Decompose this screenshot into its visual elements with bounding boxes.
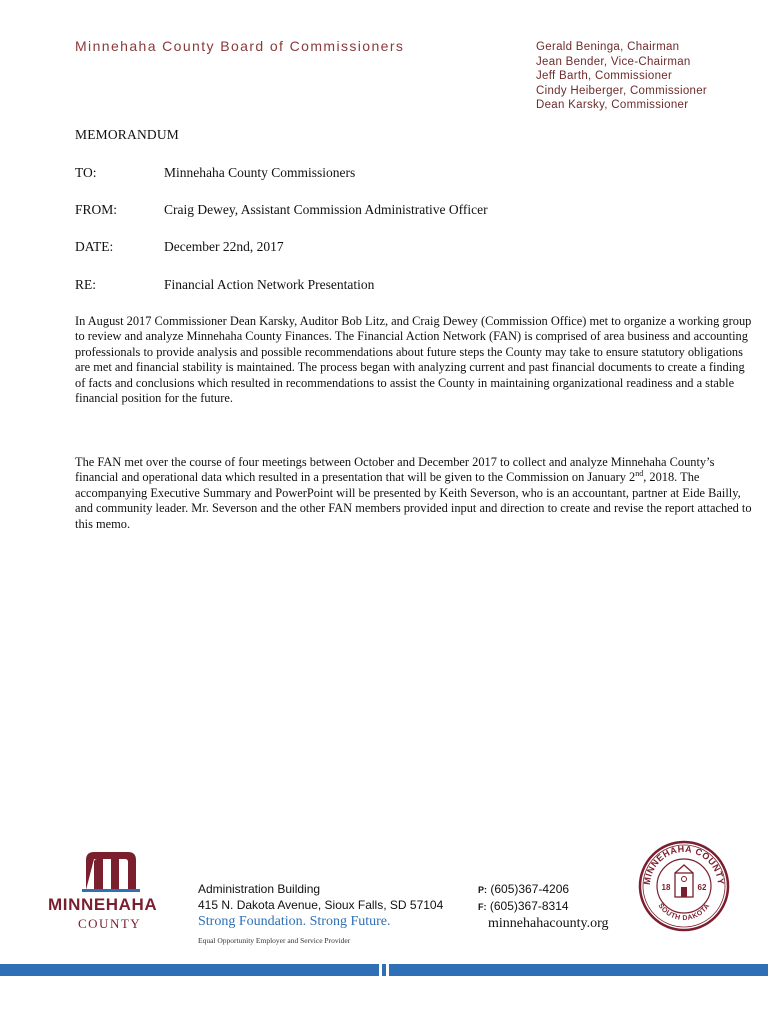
slogan: Strong Foundation. Strong Future. bbox=[198, 914, 391, 929]
para2-text-b: , 2018. The accompanying Executive Summary and PowerPoint will be presented by Keith Severson, who is an accountant, partner at Eide Bailly, and community leader. Mr. Severson and the other FAN members provided input and direction to create and revise the report attached to this memo. bbox=[75, 470, 752, 531]
re-value: Financial Action Network Presentation bbox=[164, 277, 375, 292]
seal-year-left: 18 bbox=[661, 883, 671, 892]
date-label: DATE: bbox=[75, 239, 114, 254]
seal-bottom-text: SOUTH DAKOTA bbox=[656, 902, 712, 923]
address-block bbox=[198, 881, 443, 913]
address-line-2: 415 N. Dakota Avenue, Sioux Falls, SD 57104 bbox=[198, 898, 444, 912]
phone-number: (605)367-4206 bbox=[490, 882, 570, 896]
fax-number: (605)367-8314 bbox=[489, 899, 569, 913]
org-title: Minnehaha County Board of Commissioners bbox=[75, 38, 405, 54]
address-line-1: Administration Building bbox=[198, 882, 321, 896]
footer-bar bbox=[0, 964, 768, 976]
seal-year-right: 62 bbox=[697, 883, 707, 892]
board-member: Jeff Barth, Commissioner bbox=[536, 70, 673, 82]
fax-prefix: F: bbox=[478, 902, 487, 912]
body-paragraph-2 bbox=[75, 455, 755, 532]
to-label: TO: bbox=[75, 165, 97, 180]
board-member: Dean Karsky, Commissioner bbox=[536, 99, 689, 111]
board-member-list bbox=[536, 40, 707, 113]
from-value: Craig Dewey, Assistant Commission Administrative Officer bbox=[164, 202, 488, 217]
eoe-statement: Equal Opportunity Employer and Service Provider bbox=[198, 936, 351, 945]
board-member: Gerald Beninga, Chairman bbox=[536, 41, 680, 53]
seal-top-text: MINNEHAHA COUNTY bbox=[641, 843, 727, 886]
board-member: Jean Bender, Vice-Chairman bbox=[536, 55, 691, 68]
contact-numbers bbox=[478, 881, 569, 915]
ordinal-suffix: nd bbox=[635, 469, 644, 479]
from-label: FROM: bbox=[75, 202, 118, 217]
to-value: Minnehaha County Commissioners bbox=[164, 165, 356, 180]
footer-bar-gap bbox=[379, 964, 382, 976]
fax-line bbox=[478, 898, 569, 915]
logo-wordmark: MINNEHAHA bbox=[48, 895, 158, 914]
footer-bar-gap bbox=[386, 964, 389, 976]
county-seal-icon bbox=[638, 840, 730, 932]
body-paragraph-1: In August 2017 Commissioner Dean Karsky, Auditor Bob Litz, and Craig Dewey (Commission Office) met to organize a working group to review and analyze Minnehaha County Finances. The Financial Action Network (FAN) is comprised of area business and accounting professionals to provide analysis and possible recommendations about future steps the County may take to ensure statutory obligations are met and financial stability is maintained. The process began with analyzing current and past financial documents to create a finding of facts and conclusions which resulted in recommendations to assist the County in maintaining organizational readiness and a stable financial position for the future. bbox=[75, 314, 752, 406]
phone-prefix: P: bbox=[478, 885, 487, 895]
date-value: December 22nd, 2017 bbox=[164, 239, 284, 254]
memo-heading: MEMORANDUM bbox=[75, 127, 180, 142]
phone-line bbox=[478, 881, 569, 898]
re-label: RE: bbox=[75, 277, 97, 292]
para2-text-a: The FAN met over the course of four meetings between October and December 2017 to collect and analyze Minnehaha County’s financial and operational data which resulted in a presentation that will be given to the Commission on January 2 bbox=[75, 455, 715, 485]
website-link[interactable]: minnehahacounty.org bbox=[488, 916, 609, 931]
logo-county-text: COUNTY bbox=[78, 916, 142, 931]
board-member: Cindy Heiberger, Commissioner bbox=[536, 84, 708, 97]
